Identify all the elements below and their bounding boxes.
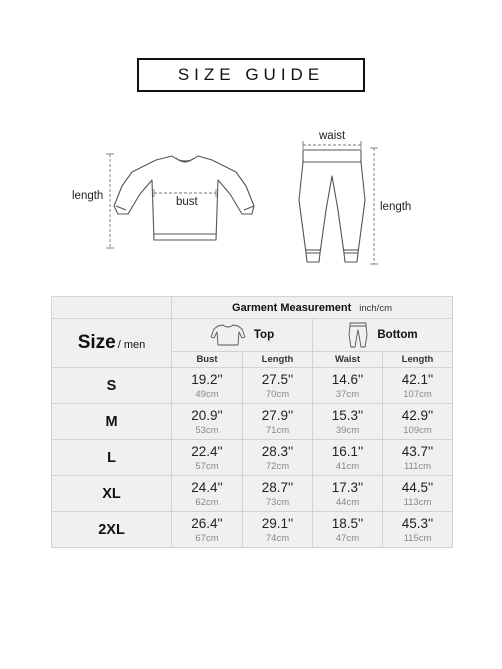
column-header-bust: Bust [172,352,243,368]
value-inch: 28.7'' [261,479,294,495]
size-table [51,296,453,548]
value-inch: 42.1'' [401,371,434,387]
pants-illustration [299,150,365,262]
table-row [52,368,453,404]
value-inch: 43.7'' [401,443,434,459]
measure-cell-bottom-length [383,440,453,476]
measure-cell-bust [172,368,243,404]
value-cm: 107cm [403,388,432,400]
size-header [52,319,172,368]
measure-cell-bust [172,512,243,548]
top-length-marker [106,154,114,248]
top-label: Top [253,329,275,341]
measure-cell-top-length [243,512,313,548]
measure-cell-waist [313,368,383,404]
value-cm: 115cm [403,532,432,544]
unit-label: inch/cm [359,302,392,314]
measure-cell-bottom-length [383,368,453,404]
value-inch: 27.5'' [261,371,294,387]
measure-cell-waist [313,440,383,476]
corner-cell [52,297,172,319]
pants-icon [347,322,369,348]
value-inch: 14.6'' [331,371,364,387]
bottom-length-marker [370,148,378,264]
size-label: 2XL [52,512,172,548]
measure-cell-top-length [243,368,313,404]
value-cm: 62cm [195,496,219,508]
measure-cell-waist [313,404,383,440]
measure-cell-top-length [243,440,313,476]
waist-label: waist [319,130,346,142]
value-cm: 109cm [403,424,432,436]
page-title: SIZE GUIDE [137,58,365,92]
garment-diagram [0,0,502,290]
bottom-category-header [313,319,453,352]
sweatshirt-icon [210,323,246,347]
value-inch: 18.5'' [331,515,364,531]
size-label: S [52,368,172,404]
value-cm: 72cm [265,460,290,472]
size-label: XL [52,476,172,512]
size-label: L [52,440,172,476]
column-header-top-length: Length [243,352,313,368]
top-category-header [172,319,313,352]
bust-label: bust [176,196,198,208]
value-cm: 67cm [195,532,219,544]
value-inch: 44.5'' [401,479,434,495]
waist-marker [303,141,361,149]
size-header-suffix: / men [117,339,146,351]
value-cm: 37cm [335,388,360,400]
value-inch: 27.9'' [261,407,294,423]
column-header-bottom-length: Length [383,352,453,368]
value-cm: 111cm [403,460,432,472]
value-cm: 47cm [335,532,360,544]
value-inch: 17.3'' [331,479,364,495]
value-inch: 42.9'' [401,407,434,423]
value-cm: 57cm [195,460,219,472]
size-label: M [52,404,172,440]
value-cm: 49cm [195,388,219,400]
value-cm: 53cm [195,424,219,436]
value-cm: 73cm [265,496,290,508]
value-inch: 29.1'' [261,515,294,531]
garment-measurement-title: Garment Measurement [232,301,352,314]
top-length-label: length [72,190,104,202]
value-inch: 26.4'' [191,515,223,531]
measure-cell-bottom-length [383,404,453,440]
value-cm: 70cm [265,388,290,400]
measure-cell-bust [172,404,243,440]
bottom-length-label: length [380,201,412,213]
value-inch: 19.2'' [191,371,223,387]
value-cm: 71cm [265,424,290,436]
value-cm: 39cm [335,424,360,436]
value-cm: 113cm [403,496,432,508]
measure-cell-top-length [243,476,313,512]
value-cm: 41cm [335,460,360,472]
bottom-label: Bottom [377,329,418,341]
table-row [52,440,453,476]
value-inch: 16.1'' [331,443,364,459]
value-cm: 44cm [335,496,360,508]
table-row [52,476,453,512]
size-rows [52,368,453,548]
value-inch: 15.3'' [331,407,364,423]
measure-cell-bust [172,440,243,476]
value-inch: 20.9'' [191,407,223,423]
table-row [52,404,453,440]
value-inch: 24.4'' [191,479,223,495]
measure-cell-waist [313,512,383,548]
size-header-label: Size [77,332,116,353]
measure-cell-bottom-length [383,512,453,548]
measure-cell-bottom-length [383,476,453,512]
table-row [52,512,453,548]
measure-cell-top-length [243,404,313,440]
value-inch: 45.3'' [401,515,434,531]
measure-cell-waist [313,476,383,512]
value-cm: 74cm [265,532,290,544]
garment-measurement-header [172,297,453,319]
column-header-waist: Waist [313,352,383,368]
value-inch: 22.4'' [191,443,223,459]
value-inch: 28.3'' [261,443,294,459]
measure-cell-bust [172,476,243,512]
